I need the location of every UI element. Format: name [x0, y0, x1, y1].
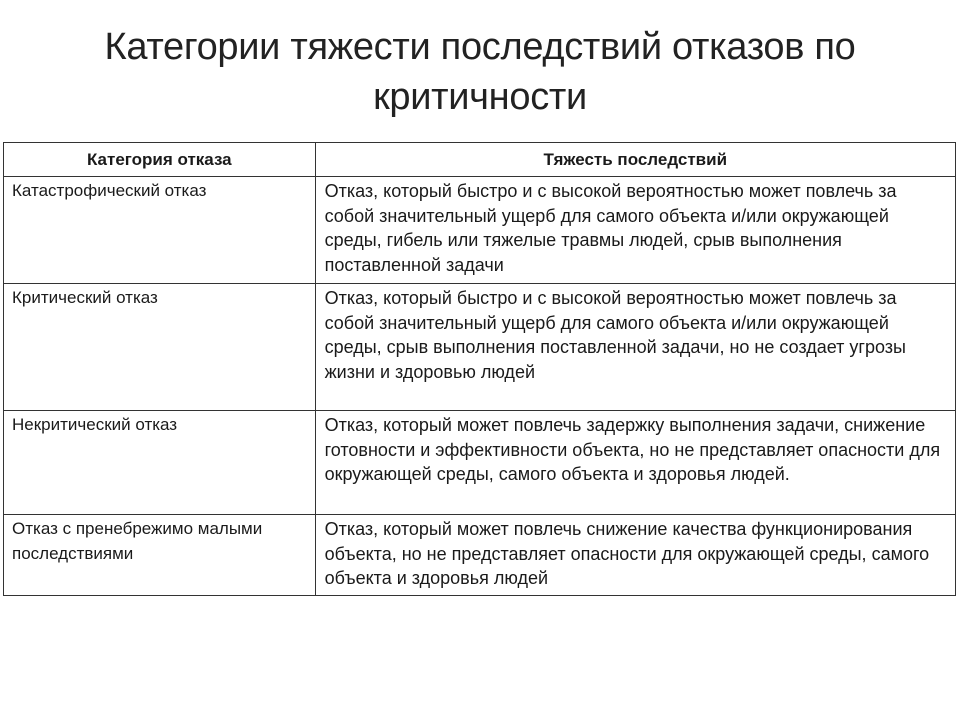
severity-cell: Отказ, который может повлечь задержку выполнения задачи, снижение готовности и эффективности объекта, но не представляет опасности для окружающей среды, самого объекта и здоровья людей. [315, 411, 955, 515]
table-row [4, 284, 956, 411]
header-severity: Тяжесть последствий [315, 143, 955, 177]
category-cell: Некритический отказ [4, 411, 316, 515]
category-cell: Катастрофический отказ [4, 177, 316, 284]
severity-cell: Отказ, который быстро и с высокой вероятностью может повлечь за собой значительный ущерб для самого объекта и/или окружающей среды, гибель или тяжелые травмы людей, срыв выполнения поставленной задачи [315, 177, 955, 284]
category-cell: Критический отказ [4, 284, 316, 411]
severity-cell: Отказ, который быстро и с высокой вероятностью может повлечь за собой значительный ущерб для самого объекта и/или окружающей среды, срыв выполнения поставленной задачи, но не создает угрозы жизни и здоровью людей [315, 284, 955, 411]
severity-table [3, 142, 956, 596]
slide-title: Категории тяжести последствий отказов по критичности [104, 26, 856, 118]
table-row [4, 515, 956, 596]
severity-cell: Отказ, который может повлечь снижение качества функционирования объекта, но не представляет опасности для окружающей среды, самого объекта и здоровья людей [315, 515, 955, 596]
table-row [4, 177, 956, 284]
header-category: Категория отказа [4, 143, 316, 177]
table-row [4, 411, 956, 515]
category-cell: Отказ с пренебрежимо малыми последствиями [4, 515, 316, 596]
table-header-row [4, 143, 956, 177]
